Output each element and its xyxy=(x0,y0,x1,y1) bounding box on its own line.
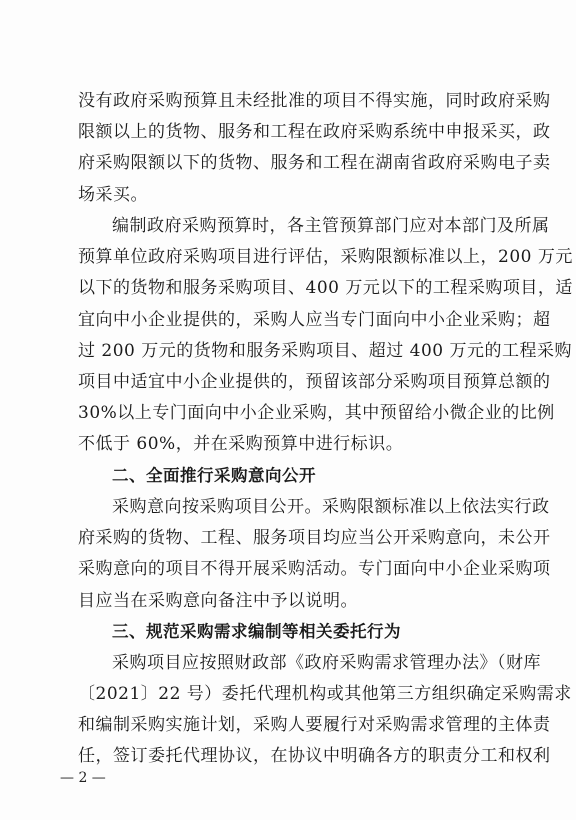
text-line: 场采买。 xyxy=(78,185,148,205)
text-line: 预算单位政府采购项目进行评估，采购限额标准以上，200 万元 xyxy=(78,247,573,267)
page-number: — 2 — xyxy=(60,770,106,786)
text-line: 限额以上的货物、服务和工程在政府采购系统中申报采买，政 xyxy=(78,122,551,142)
text-line: 目应当在采购意向备注中予以说明。 xyxy=(78,591,358,611)
paragraph-start-line: 采购项目应按照财政部《政府采购需求管理办法》（财库 xyxy=(112,653,541,673)
text-line: 没有政府采购预算且未经批准的项目不得实施，同时政府采购 xyxy=(78,91,551,111)
section-heading-3: 三、规范采购需求编制等相关委托行为 xyxy=(112,622,401,641)
paragraph-start-line: 编制政府采购预算时，各主管预算部门应对本部门及所属 xyxy=(112,216,550,236)
section-heading-2: 二、全面推行采购意向公开 xyxy=(112,466,316,485)
text-line: 以下的货物和服务采购项目、400 万元以下的工程采购项目，适 xyxy=(78,278,573,298)
text-line: 任，签订委托代理协议，在协议中明确各方的职责分工和权利 xyxy=(78,746,551,766)
text-line: 府采购的货物、工程、服务项目均应当公开采购意向，未公开 xyxy=(78,528,551,548)
text-line: 项目中适宜中小企业提供的，预留该部分采购项目预算总额的 xyxy=(78,372,551,392)
text-line: 和编制采购实施计划，采购人要履行对采购需求管理的主体责 xyxy=(78,715,551,735)
text-line: 30%以上专门面向中小企业采购，其中预留给小微企业的比例 xyxy=(78,403,555,423)
text-line: 不低于 60%，并在采购预算中进行标识。 xyxy=(78,434,404,454)
text-line: 过 200 万元的货物和服务采购项目、超过 400 万元的工程采购 xyxy=(78,341,573,361)
text-line: 府采购限额以下的货物、服务和工程在湖南省政府采购电子卖 xyxy=(78,153,551,173)
text-line: 〔2021〕22 号）委托代理机构或其他第三方组织确定采购需求 xyxy=(78,684,572,704)
text-line: 采购意向的项目不得开展采购活动。专门面向中小企业采购项 xyxy=(78,559,551,579)
paragraph-start-line: 采购意向按采购项目公开。采购限额标准以上依法实行政 xyxy=(112,497,550,517)
text-line: 宜向中小企业提供的，采购人应当专门面向中小企业采购；超 xyxy=(78,310,551,330)
